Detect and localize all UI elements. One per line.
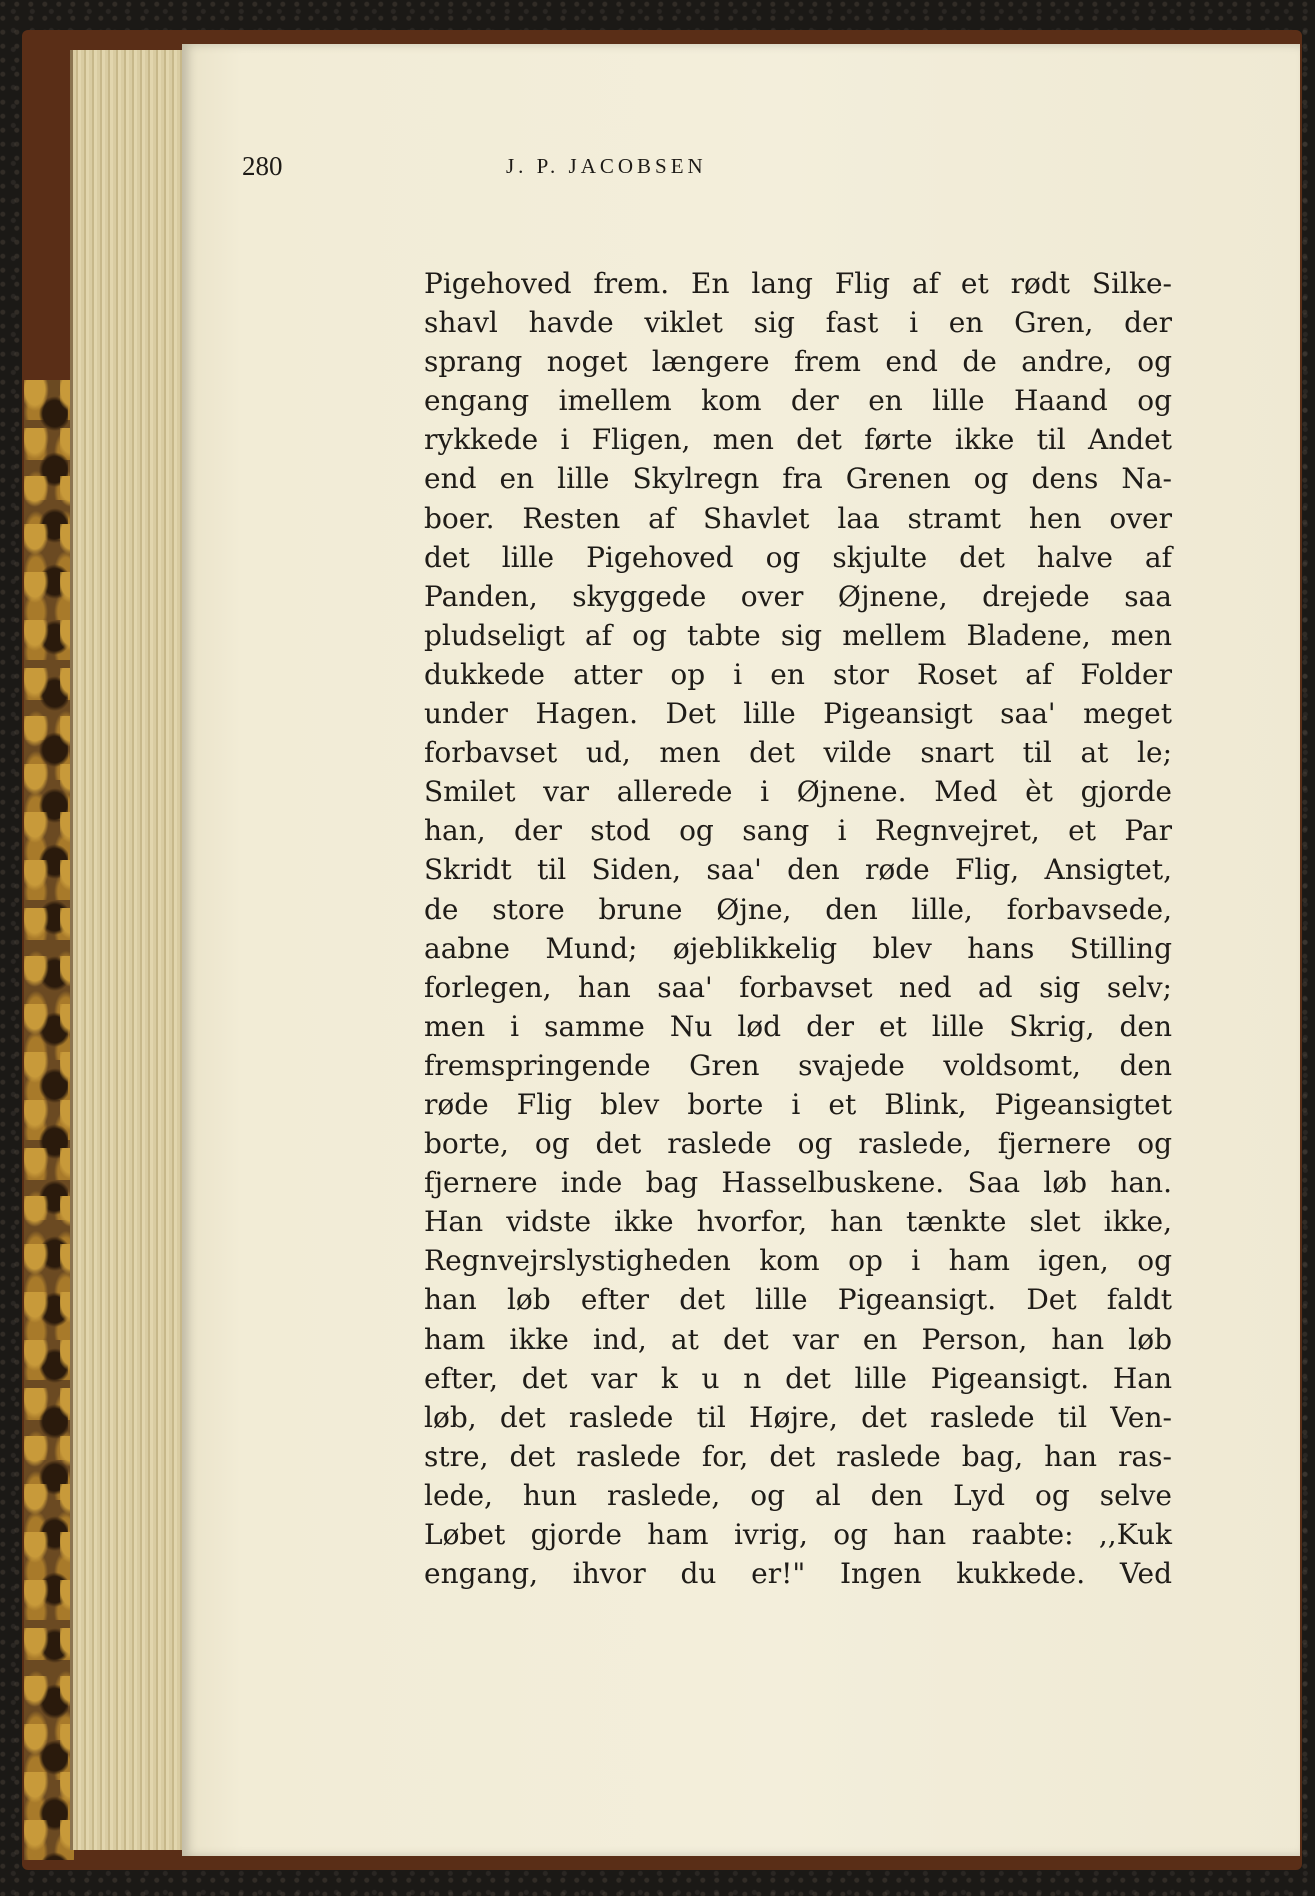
page-header bbox=[242, 146, 1002, 186]
text-line: han, der stod og sang i Regnvejret, et Par bbox=[424, 814, 1172, 848]
text-line: aabne Mund; øjeblikkelig blev hans Stilling bbox=[424, 931, 1172, 965]
text-line: røde Flig blev borte i et Blink, Pigeansigtet bbox=[424, 1087, 1172, 1121]
text-line: stre, det raslede for, det raslede bag, han ras- bbox=[424, 1439, 1172, 1473]
text-line: dukkede atter op i en stor Roset af Folder bbox=[424, 657, 1172, 691]
text-line: de store brune Øjne, den lille, forbavsede, bbox=[424, 892, 1172, 926]
text-line: Skridt til Siden, saa' den røde Flig, Ansigtet, bbox=[424, 853, 1172, 887]
text-line: Han vidste ikke hvorfor, han tænkte slet ikke, bbox=[424, 1205, 1172, 1239]
text-line: Panden, skyggede over Øjnene, drejede saa bbox=[424, 579, 1172, 613]
text-line: løb, det raslede til Højre, det raslede til Ven- bbox=[424, 1400, 1172, 1434]
page-number: 280 bbox=[242, 151, 283, 181]
text-line: det lille Pigehoved og skjulte det halve af bbox=[424, 540, 1172, 574]
text-line: sprang noget længere frem end de andre, og bbox=[424, 345, 1172, 379]
body-text bbox=[424, 264, 1172, 1593]
text-line: boer. Resten af Shavlet laa stramt hen over bbox=[424, 501, 1172, 535]
text-line: ham ikke ind, at det var en Person, han løb bbox=[424, 1322, 1172, 1356]
text-line: men i samme Nu lød der et lille Skrig, den bbox=[424, 1009, 1172, 1043]
text-line: lede, hun raslede, og al den Lyd og selve bbox=[424, 1478, 1172, 1512]
text-line: han løb efter det lille Pigeansigt. Det faldt bbox=[424, 1283, 1172, 1317]
text-line: end en lille Skylregn fra Grenen og dens Na- bbox=[424, 462, 1172, 496]
text-line: Smilet var allerede i Øjnene. Med èt gjorde bbox=[424, 775, 1172, 809]
text-line: efter, det var k u n det lille Pigeansigt. Han bbox=[424, 1361, 1172, 1395]
text-line: engang imellem kom der en lille Haand og bbox=[424, 384, 1172, 418]
text-line: forbavset ud, men det vilde snart til at le; bbox=[424, 736, 1172, 770]
text-line: borte, og det raslede og raslede, fjernere og bbox=[424, 1127, 1172, 1161]
text-line: under Hagen. Det lille Pigeansigt saa' meget bbox=[424, 697, 1172, 731]
running-head: J. P. JACOBSEN bbox=[506, 154, 707, 178]
text-line: forlegen, han saa' forbavset ned ad sig selv; bbox=[424, 970, 1172, 1004]
text-line: shavl havde viklet sig fast i en Gren, der bbox=[424, 306, 1172, 340]
text-line: engang, ihvor du er!" Ingen kukkede. Ved bbox=[424, 1557, 1172, 1591]
text-line: pludseligt af og tabte sig mellem Bladene, men bbox=[424, 618, 1172, 652]
text-line: fremspringende Gren svajede voldsomt, den bbox=[424, 1048, 1172, 1082]
text-line: Pigehoved frem. En lang Flig af et rødt Silke- bbox=[424, 267, 1172, 300]
text-line: fjernere inde bag Hasselbuskene. Saa løb han. bbox=[424, 1166, 1172, 1200]
text-line: Løbet gjorde ham ivrig, og han raabte: ,,Kuk bbox=[424, 1518, 1172, 1551]
text-line: Regnvejrslystigheden kom op i ham igen, og bbox=[424, 1244, 1172, 1278]
text-line: rykkede i Fligen, men det førte ikke til Andet bbox=[424, 423, 1172, 457]
marbled-edge bbox=[24, 380, 74, 1860]
